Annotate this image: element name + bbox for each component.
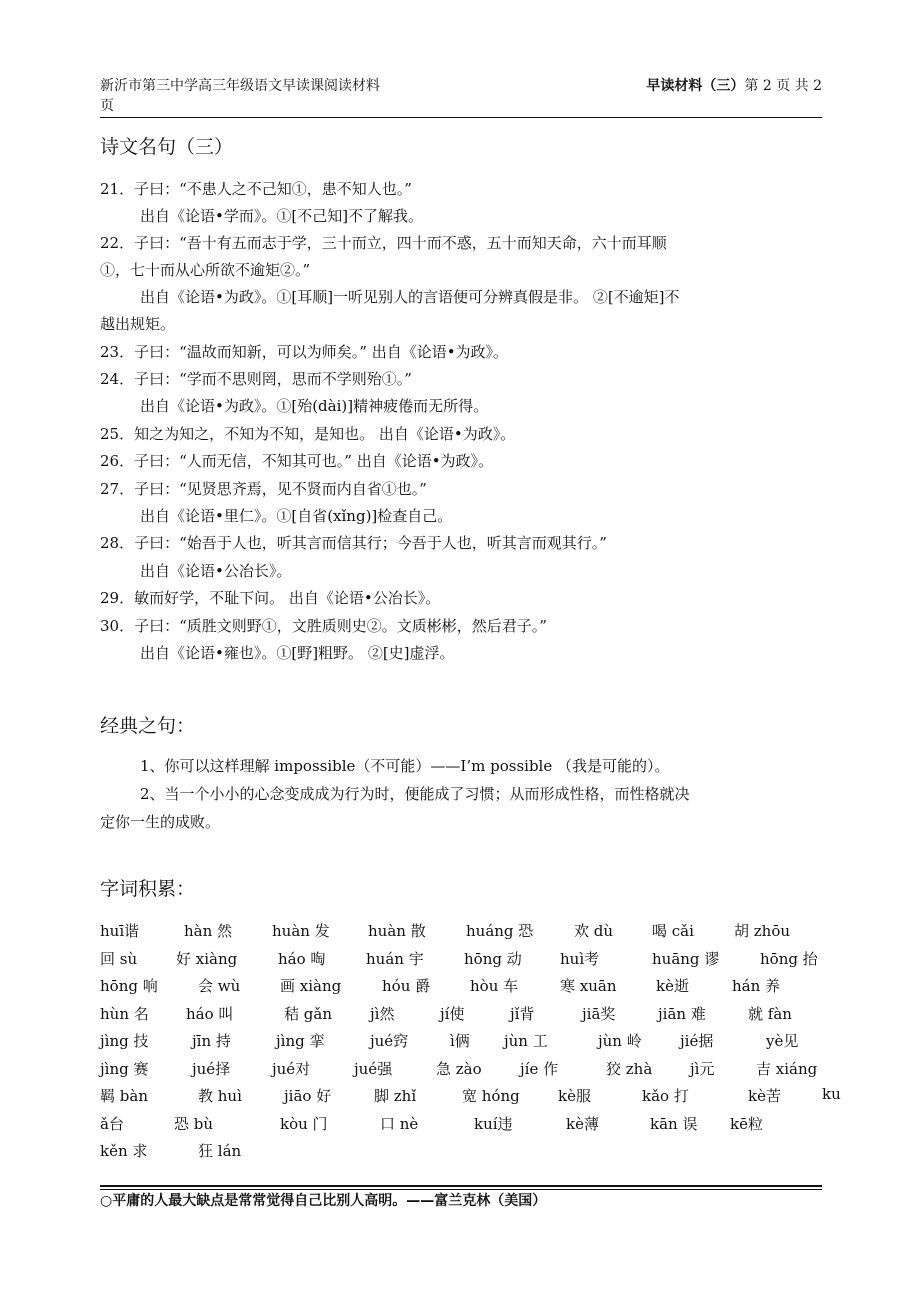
vocab-word: jué对 — [272, 1059, 311, 1078]
vocab-word: jiān 难 — [658, 1004, 706, 1023]
header-title-wrap: 页 — [100, 98, 114, 114]
vocab-word: huāng 谬 — [652, 949, 720, 968]
vocab-word: hōng 抬 — [760, 949, 818, 968]
vocab-word: 狡 zhà — [606, 1059, 653, 1078]
header-material-label: 早读材料（三） — [646, 78, 745, 94]
header-page-count: 第 2 页 共 2 — [744, 78, 822, 94]
text-line: 出自《论语•学而》。①[不己知]不了解我。 — [140, 207, 424, 225]
header-title: 新沂市第三中学高三年级语文早读课阅读材料 — [100, 78, 380, 94]
vocab-word: kǎo 打 — [642, 1087, 689, 1105]
vocab-word: 羁 bàn — [100, 1087, 148, 1105]
vocab-row — [100, 948, 860, 976]
footer-quote: ○平庸的人最大缺点是常常觉得自己比别人高明。——富兰克林（美国） — [100, 1193, 547, 1209]
vocab-word: jùn 工 — [504, 1032, 548, 1050]
vocab-word: kè逝 — [656, 977, 689, 995]
vocab-word: jué窍 — [370, 1032, 409, 1050]
vocab-word: 就 fàn — [748, 1004, 792, 1023]
vocab-word: kān 误 — [650, 1114, 698, 1133]
vocab-row — [100, 1113, 860, 1141]
vocab-word: jié据 — [680, 1032, 714, 1050]
text-line: ①，七十而从心所欲不逾矩②。” — [100, 261, 311, 279]
header-page-info — [646, 76, 822, 96]
vocab-word: huī谐 — [100, 922, 140, 940]
vocab-word: huì考 — [560, 949, 600, 968]
vocab-word: jué择 — [192, 1059, 231, 1078]
vocab-row — [100, 1058, 860, 1086]
vocab-word: kè薄 — [566, 1114, 599, 1133]
vocab-word: 回 sù — [100, 949, 138, 968]
text-line: 26．子曰：“人而无信，不知其可也。” 出自《论语•为政》。 — [100, 452, 494, 470]
vocab-word: hàn 然 — [184, 922, 233, 940]
text-line: 出自《论语•为政》。①[殆(dài)]精神疲倦而无所得。 — [140, 397, 489, 415]
header-rule — [100, 117, 822, 118]
vocab-word: 吉 xiáng — [756, 1059, 818, 1078]
vocab-word: jīn 持 — [192, 1032, 231, 1050]
vocab-word: kuí违 — [474, 1114, 513, 1133]
text-line: 定你一生的成败。 — [100, 813, 221, 831]
section-title-vocabulary: 字词积累： — [100, 878, 196, 900]
vocab-row — [100, 920, 860, 948]
vocab-word: 会 wù — [198, 977, 241, 995]
vocab-word: 宽 hóng — [462, 1087, 520, 1105]
text-line: 出自《论语•雍也》。①[野]粗野。 ②[史]虚浮。 — [140, 644, 455, 662]
vocab-word: 好 xiàng — [176, 949, 238, 968]
vocab-word: 欢 dù — [574, 922, 614, 940]
vocab-word: háo 叫 — [186, 1004, 234, 1023]
vocab-word: 寒 xuān — [560, 977, 617, 995]
vocab-word: yè见 — [766, 1032, 799, 1050]
vocab-word: jiā奖 — [582, 1004, 616, 1023]
vocab-word: jí使 — [440, 1004, 465, 1023]
vocab-word: jǐ背 — [510, 1004, 535, 1023]
vocab-word: 胡 zhōu — [734, 922, 791, 940]
page-header — [100, 76, 822, 118]
footer-rule-thick — [100, 1185, 822, 1187]
vocab-word: 秸 gǎn — [284, 1004, 332, 1023]
text-line: 23．子曰：“温故而知新，可以为师矣。” 出自《论语•为政》。 — [100, 343, 509, 361]
vocab-word: jiāo 好 — [284, 1087, 332, 1105]
vocab-word: hòu 车 — [470, 977, 519, 995]
vocab-word: huán 宇 — [366, 949, 424, 968]
vocab-word: 脚 zhǐ — [374, 1087, 417, 1105]
vocab-word: huàn 发 — [272, 922, 330, 940]
text-line: 27．子曰：“见贤思齐焉，见不贤而内自省①也。” — [100, 480, 427, 498]
vocab-word: 教 huì — [198, 1087, 242, 1105]
vocab-row — [100, 1085, 860, 1113]
vocab-word: jì元 — [690, 1059, 715, 1078]
vocab-word: hóu 爵 — [382, 977, 431, 995]
vocab-word: jìng 技 — [100, 1032, 149, 1050]
vocab-word: hōng 响 — [100, 977, 158, 995]
vocab-word: ì俩 — [450, 1032, 470, 1050]
vocab-word: 急 zào — [436, 1059, 482, 1078]
vocab-word: 狂 lán — [198, 1142, 242, 1160]
vocab-word: hōng 动 — [464, 949, 522, 968]
vocab-word: 喝 cǎi — [652, 922, 694, 940]
text-line: 24．子曰：“学而不思则罔，思而不学则殆①。” — [100, 370, 412, 388]
vocab-word: ku — [822, 1085, 841, 1103]
text-line: 30．子曰：“质胜文则野①，文胜质则史②。文质彬彬，然后君子。” — [100, 617, 547, 635]
vocab-word: háo 啕 — [278, 949, 326, 968]
section-title-classic-quotes: 经典之句： — [100, 715, 196, 737]
section-title-poems: 诗文名句（三） — [100, 136, 234, 158]
vocab-word: ǎ台 — [100, 1114, 124, 1133]
text-line: 出自《论语•为政》。①[耳顺]一听见别人的言语便可分辨真假是非。 ②[不逾矩]不 — [140, 288, 680, 306]
text-line: 22．子曰：“吾十有五而志于学，三十而立，四十而不惑，五十而知天命，六十而耳顺 — [100, 234, 667, 252]
vocab-word: hùn 名 — [100, 1004, 149, 1023]
vocab-word: huàn 散 — [368, 922, 426, 940]
text-line: 越出规矩。 — [100, 315, 176, 333]
text-line: 21．子曰：“不患人之不己知①，患不知人也。” — [100, 180, 412, 198]
vocab-row — [100, 1003, 860, 1031]
text-line: 出自《论语•里仁》。①[自省(xǐng)]检查自己。 — [140, 507, 453, 525]
text-line: 29．敏而好学，不耻下问。 出自《论语•公冶长》。 — [100, 589, 441, 607]
vocab-word: jíe 作 — [520, 1059, 559, 1078]
vocab-word: hán 养 — [732, 977, 781, 995]
text-line: 出自《论语•公冶长》。 — [140, 562, 292, 580]
vocab-word: kòu 门 — [280, 1114, 328, 1133]
vocab-word: jùn 岭 — [598, 1032, 642, 1050]
vocabulary-list — [100, 920, 860, 1168]
text-line: 1、你可以这样理解 impossible（不可能）——I’m possible （我是可能的）。 — [140, 757, 670, 775]
vocab-word: kē粒 — [730, 1114, 763, 1133]
vocab-row — [100, 1030, 860, 1058]
vocab-word: jì然 — [370, 1004, 395, 1023]
vocab-word: 画 xiàng — [280, 977, 342, 995]
vocab-word: kěn 求 — [100, 1142, 148, 1160]
vocab-word: 口 nè — [380, 1114, 419, 1133]
vocab-row — [100, 1140, 860, 1168]
vocab-row — [100, 975, 860, 1003]
text-line: 25．知之为知之，不知为不知，是知也。 出自《论语•为政》。 — [100, 425, 516, 443]
vocab-word: huáng 恐 — [466, 922, 534, 940]
vocab-word: kè苦 — [748, 1087, 781, 1105]
vocab-word: jìng 挛 — [276, 1032, 325, 1050]
vocab-word: jué强 — [354, 1059, 393, 1078]
vocab-word: jìng 赛 — [100, 1059, 149, 1078]
vocab-word: 恐 bù — [174, 1114, 214, 1133]
text-line: 28．子曰：“始吾于人也，听其言而信其行；今吾于人也，听其言而观其行。” — [100, 534, 607, 552]
vocab-word: kè服 — [558, 1087, 591, 1105]
text-line: 2、当一个小小的心念变成成为行为时，便能成了习惯；从而形成性格，而性格就决 — [140, 785, 690, 803]
